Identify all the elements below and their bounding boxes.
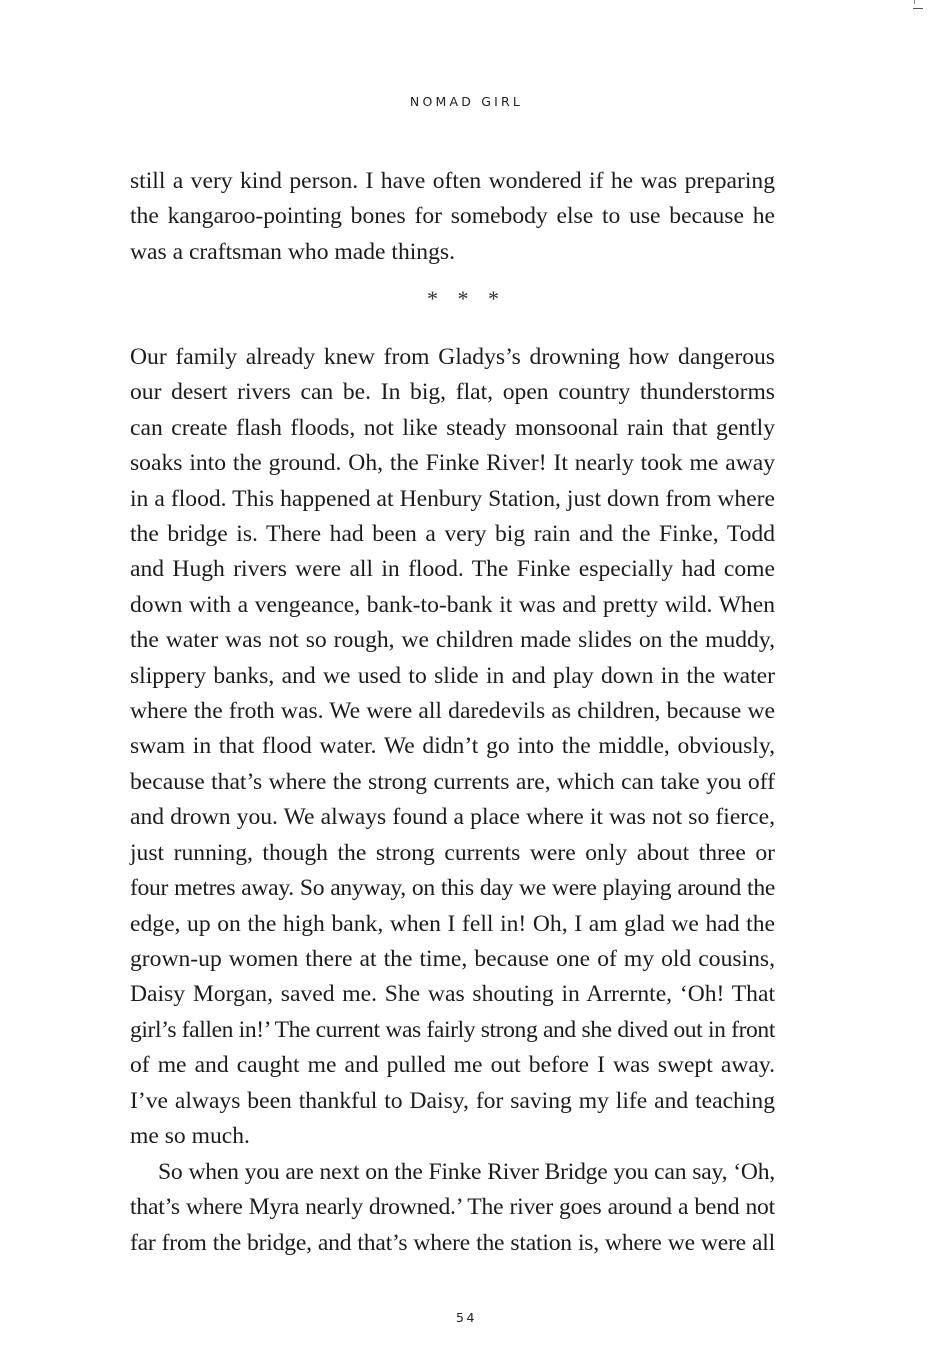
running-head: NOMAD GIRL [409, 94, 524, 109]
crop-mark [913, 8, 923, 9]
text-line: because that’s where the strong currents are, which can take you off [130, 768, 775, 795]
text-line: four metres away. So anyway, on this day we were playing around the [130, 875, 775, 902]
text-line: our desert rivers can be. In big, flat, open country thunderstorms [130, 379, 775, 406]
section-break: * * * [427, 286, 506, 311]
text-line: girl’s fallen in!’ The current was fairly strong and she dived out in front [130, 1016, 775, 1043]
paragraph-continued [130, 164, 775, 270]
text-line: and drown you. We always found a place where it was not so fierce, [130, 804, 775, 831]
text-line: of me and caught me and pulled me out before I was swept away. [130, 1052, 775, 1079]
text-line: still a very kind person. I have often wondered if he was preparing [130, 168, 775, 194]
text-line: the water was not so rough, we children made slides on the muddy, [130, 627, 775, 654]
text-line: edge, up on the high bank, when I fell in! Oh, I am glad we had the [130, 910, 775, 937]
crop-mark [914, 0, 915, 4]
text-line: soaks into the ground. Oh, the Finke River! It nearly took me away [130, 450, 775, 477]
text-line: the kangaroo-pointing bones for somebody else to use because he [130, 203, 775, 230]
page-number: 54 [456, 1310, 477, 1325]
text-line: slippery banks, and we used to slide in and play down in the water [130, 662, 775, 689]
paragraph-finke-flood [130, 340, 775, 1154]
text-line: Daisy Morgan, saved me. She was shouting in Arrernte, ‘Oh! That [130, 981, 775, 1008]
text-line: Our family already knew from Gladys’s drowning how dangerous [130, 344, 775, 370]
text-line: in a flood. This happened at Henbury Station, just down from where [130, 485, 775, 512]
text-line: was a craftsman who made things. [130, 238, 455, 265]
text-line: swam in that flood water. We didn’t go into the middle, obviously, [130, 733, 775, 760]
text-line: down with a vengeance, bank-to-bank it was and pretty wild. When [130, 591, 775, 618]
text-line: where the froth was. We were all daredevils as children, because we [130, 698, 775, 725]
text-line: I’ve always been thankful to Daisy, for saving my life and teaching [130, 1087, 775, 1114]
paragraph-finke-bridge [130, 1155, 775, 1261]
text-line: just running, though the strong currents were only about three or [130, 839, 775, 866]
text-line: that’s where Myra nearly drowned.’ The river goes around a bend not [130, 1194, 775, 1221]
text-line: far from the bridge, and that’s where the station is, where we were all [130, 1229, 775, 1256]
text-line: and Hugh rivers were all in flood. The Finke especially had come [130, 556, 775, 583]
text-line: can create flash floods, not like steady monsoonal rain that gently [130, 414, 775, 441]
text-line: So when you are next on the Finke River Bridge you can say, ‘Oh, [158, 1159, 775, 1185]
text-line: me so much. [130, 1122, 250, 1149]
text-line: the bridge is. There had been a very big rain and the Finke, Todd [130, 521, 775, 548]
text-line: grown-up women there at the time, because one of my old cousins, [130, 945, 775, 972]
